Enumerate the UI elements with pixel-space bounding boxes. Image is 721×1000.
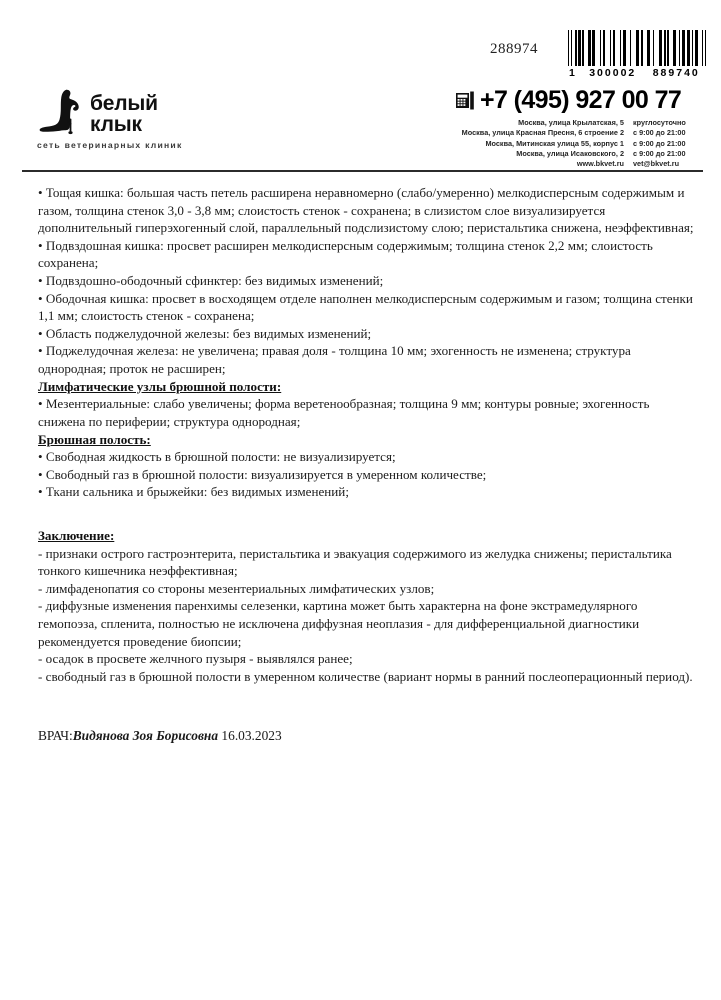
signature-line — [38, 727, 699, 745]
finding-item: • Область поджелудочной железы: без видимых изменений; — [38, 325, 372, 341]
findings-section — [38, 184, 699, 378]
clinic-address: Москва, улица Красная Пресня, 6 строение 2 — [461, 128, 624, 138]
signature-label: ВРАЧ: — [38, 728, 73, 744]
clinic-address: Москва, Митинская улица 55, корпус 1 — [485, 138, 624, 148]
clinic-tagline: сеть ветеринарных клиник — [37, 140, 183, 150]
barcode — [568, 30, 708, 79]
conclusion-item: - диффузные изменения паренхимы селезенки, картина может быть характерна на фоне экстрамедулярного гемопоэза, спленита, полностью не исключена диффузная неоплазия - для дифференциальной диагностики рекомендуется проведение биопсии; — [38, 598, 640, 649]
abdominal-cavity-heading: Брюшная полость: — [38, 431, 151, 447]
dog-silhouette-icon — [37, 88, 89, 138]
conclusion-item: - свободный газ в брюшной полости в умеренном количестве (вариант нормы в ранний послеоперационный период). — [38, 668, 693, 684]
clinic-name: белый клык — [90, 92, 158, 136]
clinic-hours: с 9:00 до 21:00 — [633, 149, 686, 159]
clinic-address: www.bkvet.ru — [576, 159, 624, 169]
report-header — [0, 0, 721, 170]
conclusion-item: - осадок в просвете желчного пузыря - выявлялся ранее; — [38, 651, 353, 667]
barcode-digit-group-1: 1 — [569, 67, 576, 79]
lymph-node-item: • Мезентериальные: слабо увеличены; форма веретенообразная; толщина 9 мм; контуры ровные; эхогенность снижена по периферии; структура однородная; — [38, 396, 650, 429]
barcode-digit-group-2: 300002 — [589, 67, 637, 79]
clinic-hours: с 9:00 до 21:00 — [633, 128, 686, 138]
clinic-hours: vet@bkvet.ru — [633, 159, 680, 169]
lymph-nodes-section — [38, 378, 699, 431]
conclusion-items — [38, 545, 699, 686]
barcode-icon — [568, 30, 708, 66]
barcode-digit-group-3: 889740 — [652, 67, 700, 79]
finding-item: • Тощая кишка: большая часть петель расширена неравномерно (слабо/умеренно) мелкодисперсным содержимым и газом, толщина стенок 3,0 - 3,8 мм; слоистость стенок - сохранена; в слизистом слое визуализируется дополнительный гиперэхогенный слой, параллельный подслизистому слою; перистальтика снижена, неэффективная; — [38, 185, 694, 236]
doctor-name: Видянова Зоя Борисовна — [72, 728, 219, 744]
clinic-logo — [37, 88, 212, 150]
report-body — [38, 184, 699, 746]
abdominal-cavity-section — [38, 431, 699, 501]
conclusion-item: - признаки острого гастроэнтерита, перистальтика и эвакуация содержимого из желудка снижены; перистальтика тонкого кишечника неэффективная; — [38, 545, 672, 579]
lymph-nodes-items — [38, 395, 699, 430]
clinic-location-row — [454, 159, 699, 169]
clinic-hours: с 9:00 до 21:00 — [633, 138, 686, 148]
conclusion-section — [38, 527, 699, 685]
abdominal-cavity-item: • Ткани сальника и брыжейки: без видимых изменений; — [38, 484, 349, 500]
finding-item: • Поджелудочная железа: не увеличена; правая доля - толщина 10 мм; эхогенность не изменена; структура однородная; проток не расширен; — [38, 343, 631, 377]
abdominal-cavity-item: • Свободная жидкость в брюшной полости: не визуализируется; — [38, 449, 396, 465]
finding-item: • Подвздошная кишка: просвет расширен мелкодисперсным содержимым; толщина стенок 2,2 мм; слоистость сохранена; — [38, 237, 653, 271]
document-number: 288974 — [490, 41, 538, 57]
phone-number: +7 (495) 927 00 77 — [480, 86, 682, 114]
barcode-bar — [706, 30, 707, 66]
clinic-phone — [455, 88, 681, 113]
clinic-locations — [454, 118, 699, 170]
abdominal-cavity-items — [38, 448, 699, 501]
conclusion-heading: Заключение: — [38, 527, 115, 543]
finding-item: • Ободочная кишка: просвет в восходящем отделе наполнен мелкодисперсным содержимым и газом; толщина стенки 1,1 мм; слоистость стенок - сохранена; — [38, 290, 693, 324]
clinic-location-row — [454, 139, 699, 149]
clinic-address: Москва, улица Исаковского, 2 — [516, 149, 624, 159]
clinic-location-row — [454, 149, 699, 159]
finding-item: • Подвздошно-ободочный сфинктер: без видимых изменений; — [38, 273, 384, 289]
abdominal-cavity-item: • Свободный газ в брюшной полости: визуализируется в умеренном количестве; — [38, 466, 487, 482]
fax-machine-icon — [455, 90, 476, 111]
clinic-location-row — [454, 128, 699, 138]
header-divider — [22, 170, 703, 172]
clinic-hours: круглосуточно — [633, 118, 686, 127]
clinic-location-row — [454, 118, 699, 128]
clinic-address: Москва, улица Крылатская, 5 — [518, 118, 624, 127]
report-date: 16.03.2023 — [221, 728, 282, 744]
barcode-digits — [568, 67, 708, 79]
lymph-nodes-heading: Лимфатические узлы брюшной полости: — [38, 378, 282, 394]
conclusion-item: - лимфаденопатия со стороны мезентериальных лимфатических узлов; — [38, 580, 435, 596]
